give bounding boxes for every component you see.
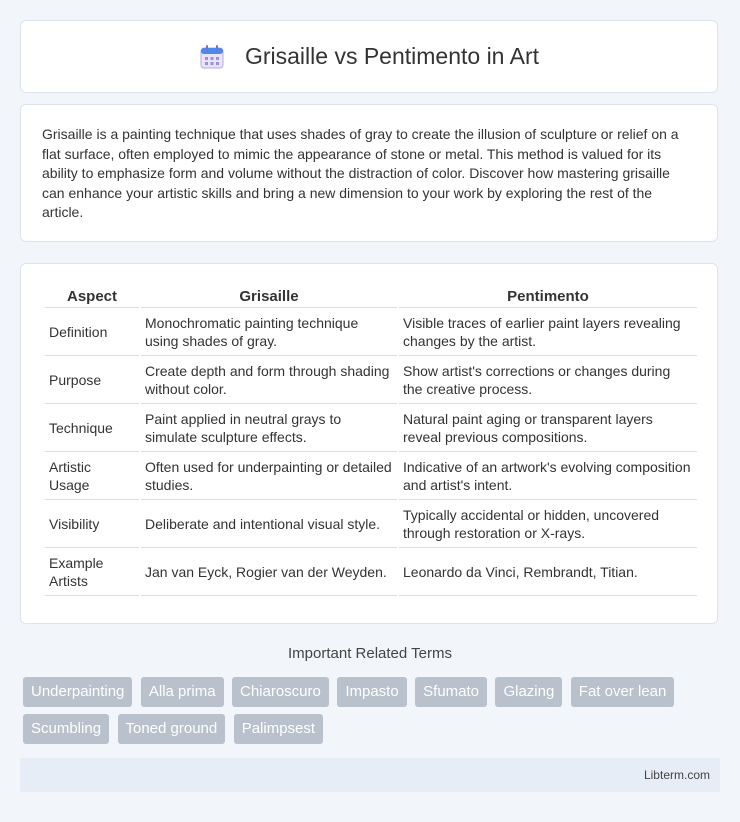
- row-pentimento: Leonardo da Vinci, Rembrandt, Titian.: [399, 548, 697, 596]
- row-pentimento: Show artist's corrections or changes during the creative process.: [399, 356, 697, 404]
- table-row: [45, 356, 697, 404]
- row-pentimento: Natural paint aging or transparent layers reveal previous compositions.: [399, 404, 697, 452]
- row-aspect: Technique: [45, 404, 139, 452]
- related-term-tag[interactable]: Toned ground: [118, 714, 226, 744]
- footer: [20, 758, 720, 792]
- header-pentimento: Pentimento: [399, 282, 697, 308]
- row-grisaille: Create depth and form through shading without color.: [141, 356, 397, 404]
- comparison-table: [43, 282, 699, 596]
- related-term-tag[interactable]: Alla prima: [141, 677, 224, 707]
- related-term-tag[interactable]: Palimpsest: [234, 714, 323, 744]
- table-row: [45, 500, 697, 548]
- related-terms-list: [23, 677, 723, 751]
- row-aspect: Purpose: [45, 356, 139, 404]
- related-terms-title: Important Related Terms: [288, 645, 452, 662]
- related-term-tag[interactable]: Sfumato: [415, 677, 487, 707]
- related-term-tag[interactable]: Scumbling: [23, 714, 109, 744]
- calendar-icon: [199, 44, 225, 70]
- table-row: [45, 452, 697, 500]
- row-grisaille: Monochromatic painting technique using shades of gray.: [141, 308, 397, 356]
- row-grisaille: Jan van Eyck, Rogier van der Weyden.: [141, 548, 397, 596]
- row-pentimento: Visible traces of earlier paint layers revealing changes by the artist.: [399, 308, 697, 356]
- intro-card: [20, 104, 718, 242]
- header-grisaille: Grisaille: [141, 282, 397, 308]
- row-aspect: Visibility: [45, 500, 139, 548]
- related-term-tag[interactable]: Fat over lean: [571, 677, 675, 707]
- row-pentimento: Typically accidental or hidden, uncovered through restoration or X-rays.: [399, 500, 697, 548]
- page-title: Grisaille vs Pentimento in Art: [244, 43, 539, 69]
- header-aspect: Aspect: [45, 282, 139, 308]
- row-aspect: Example Artists: [45, 548, 139, 596]
- row-pentimento: Indicative of an artwork's evolving composition and artist's intent.: [399, 452, 697, 500]
- table-row: [45, 404, 697, 452]
- intro-text: Grisaille is a painting technique that uses shades of gray to create the illusion of sculpture or relief on a flat surface, often employed to mimic the appearance of stone or metal. This method is valued for its ability to emphasize form and volume without the distraction of color. Discover how mastering grisaille can enhance your artistic skills and bring a new dimension to your work by exploring the rest of the article.: [42, 126, 679, 220]
- row-grisaille: Often used for underpainting or detailed studies.: [141, 452, 397, 500]
- related-term-tag[interactable]: Chiaroscuro: [232, 677, 329, 707]
- table-row: [45, 548, 697, 596]
- related-term-tag[interactable]: Impasto: [337, 677, 406, 707]
- row-grisaille: Deliberate and intentional visual style.: [141, 500, 397, 548]
- comparison-card: [20, 263, 718, 624]
- table-header-row: [45, 282, 697, 308]
- table-row: [45, 308, 697, 356]
- related-term-tag[interactable]: Underpainting: [23, 677, 132, 707]
- related-term-tag[interactable]: Glazing: [495, 677, 562, 707]
- row-aspect: Definition: [45, 308, 139, 356]
- row-aspect: Artistic Usage: [45, 452, 139, 500]
- header-card: [20, 20, 718, 93]
- row-grisaille: Paint applied in neutral grays to simulate sculpture effects.: [141, 404, 397, 452]
- footer-brand-link[interactable]: Libterm.com: [643, 768, 710, 782]
